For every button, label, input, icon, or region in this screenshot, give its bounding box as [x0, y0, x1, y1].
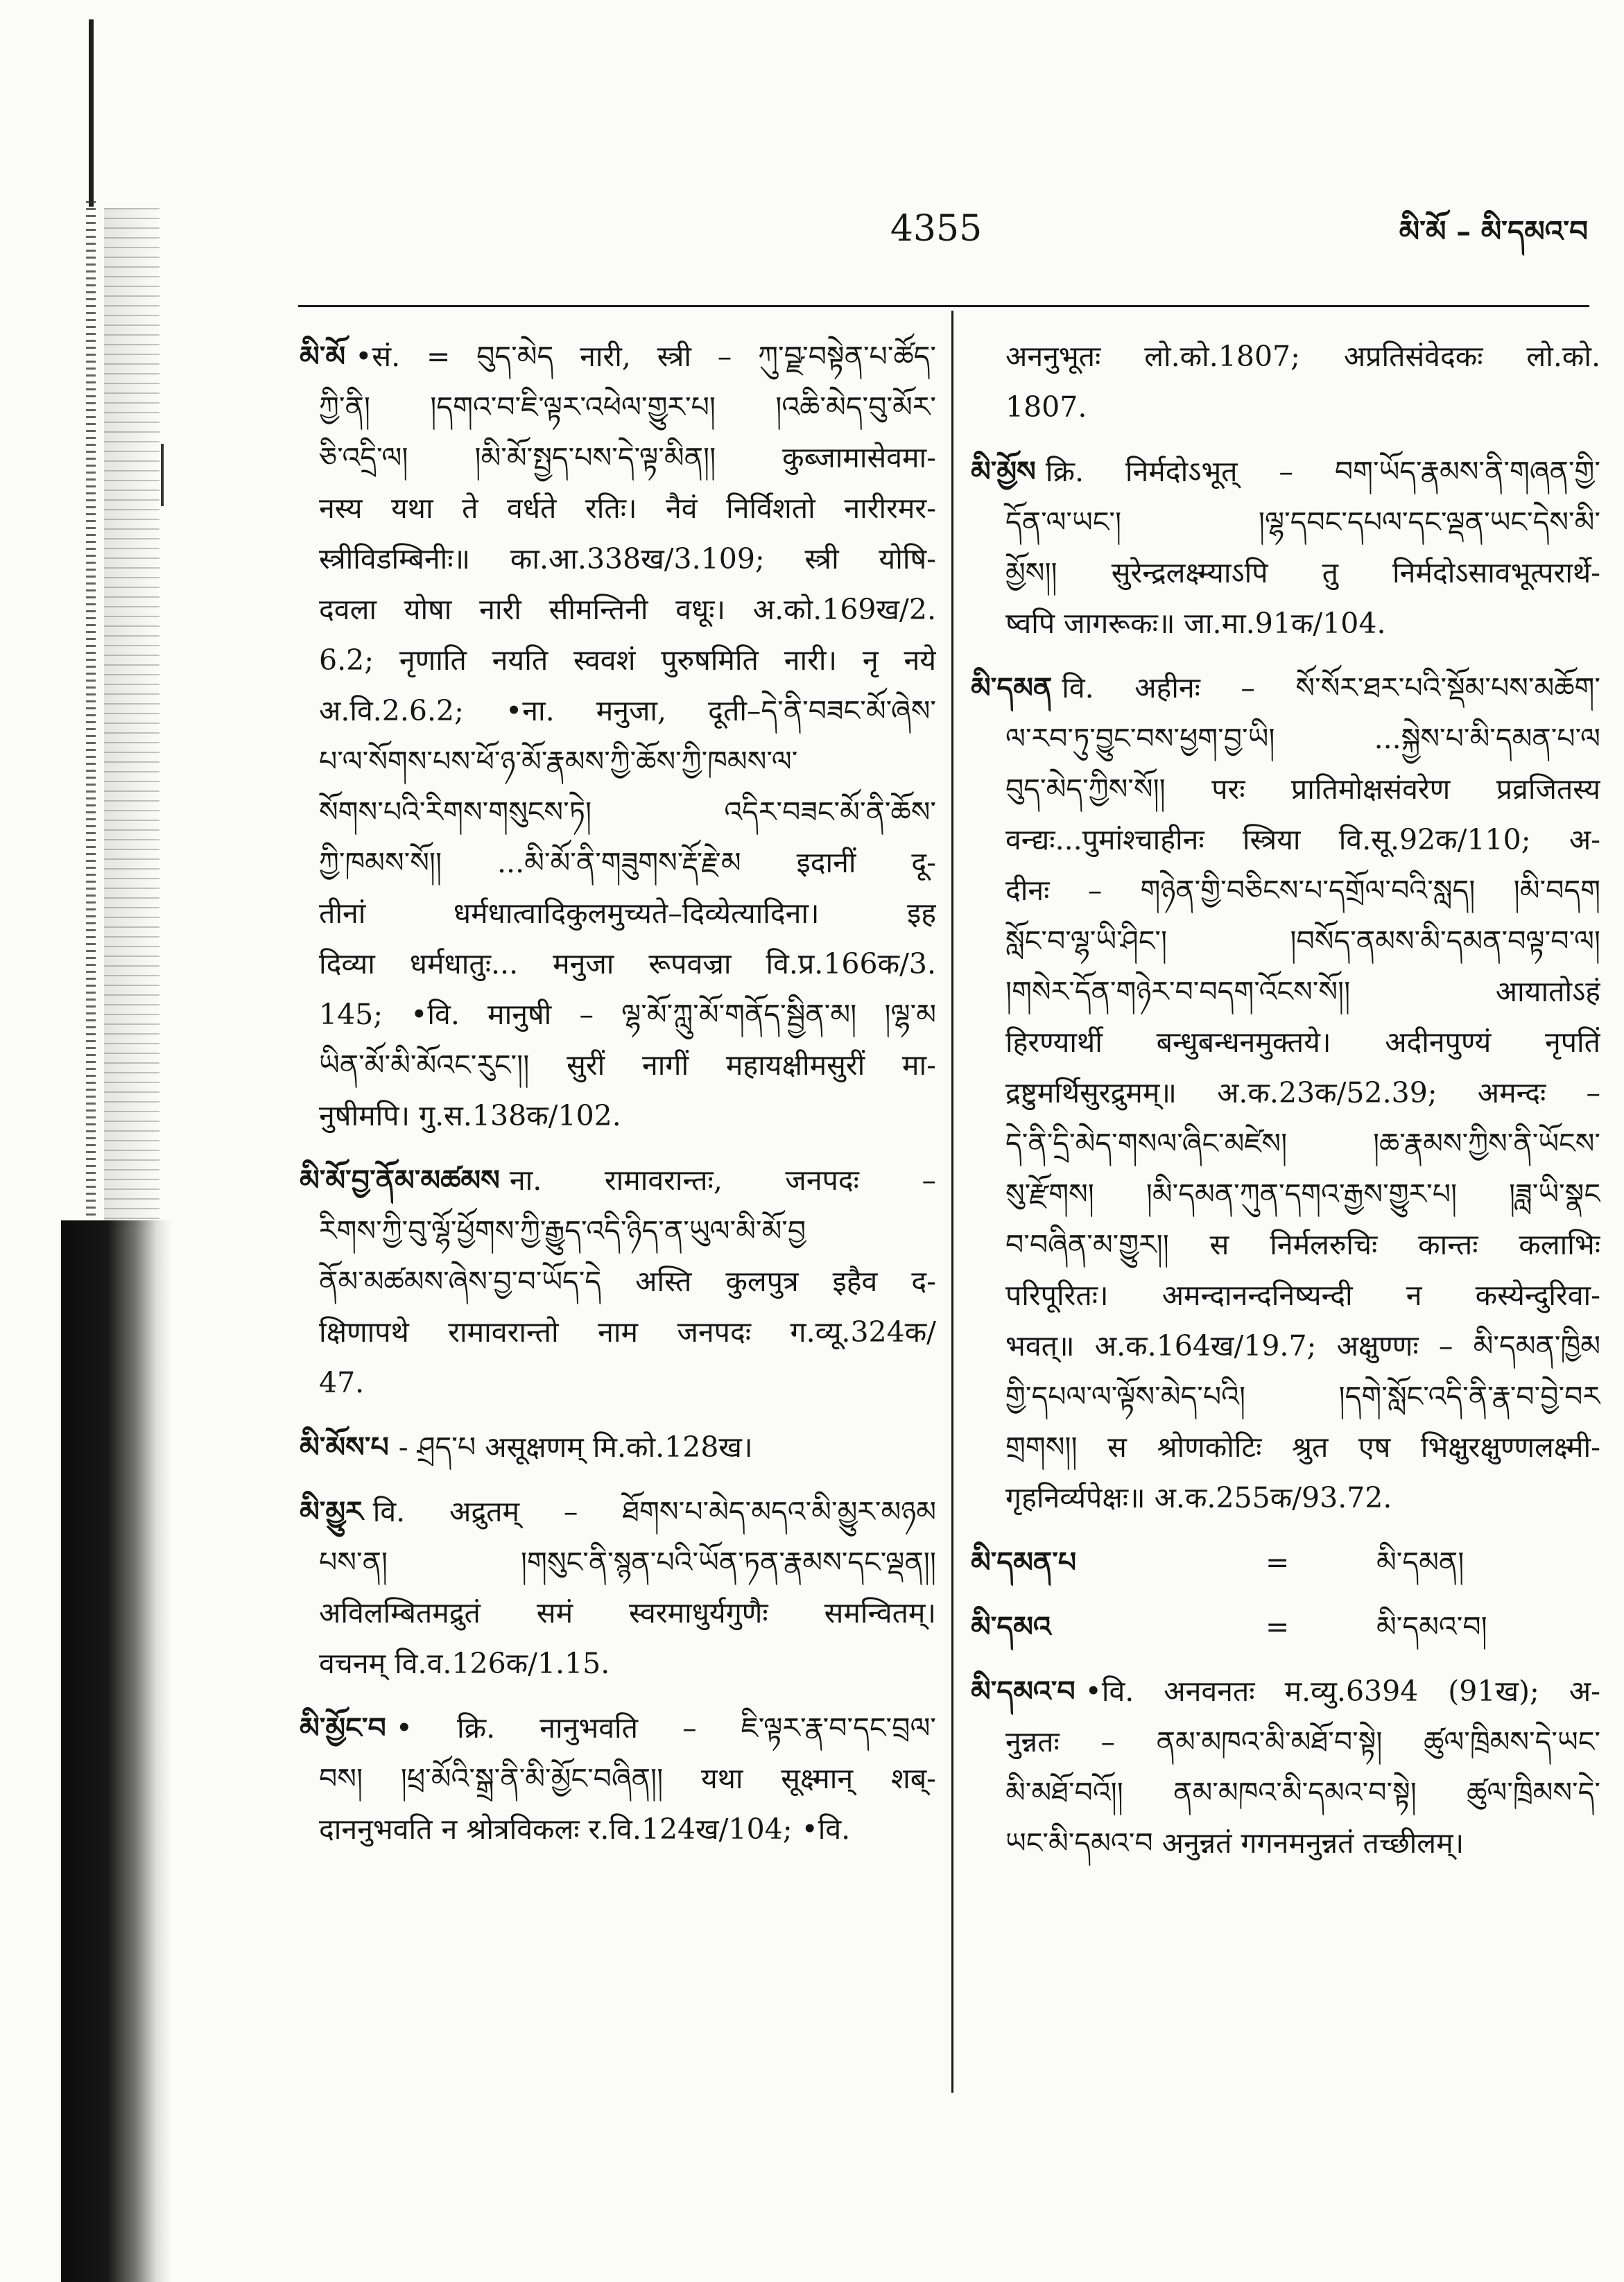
- scan-edge-line: [89, 19, 94, 207]
- entry-line: [300, 939, 936, 989]
- entry-line: [971, 1666, 1600, 1717]
- entry-line-text: • क्रि. नानुभवति – ཇི་ལྟར་རྣ་བ་དང་བྲལ་: [395, 1711, 936, 1745]
- entry-line-text: वन्द्यः...पुमांश्चाहीनः स्त्रिया वि.सू.92क/110; अ-: [1005, 823, 1600, 856]
- entry-line-text: द्रष्टुमर्थिसुरद्रुमम्॥ अ.क.23क/52.39; अमन्दः –: [1005, 1076, 1600, 1109]
- entry-line: [971, 1220, 1600, 1270]
- entry-line: [971, 548, 1600, 598]
- entry-line: [300, 433, 936, 483]
- entry-line: [971, 1321, 1600, 1372]
- entry-line: [300, 1754, 936, 1804]
- scan-mark: [161, 444, 164, 506]
- entry-line-text: स्त्रीविडम्बिनीः॥ का.आ.338ख/3.109; स्त्री योषि-: [319, 542, 936, 576]
- entry-line-text: སུ་རྫོགས། །མི་དམན་ཀུན་དགའ་རྒྱས་གྱུར་པ། །ཟླ་ཡི་སྣང: [1005, 1177, 1600, 1211]
- entry-line-text: हिरण्यार्थी बन्धुबन्धनमुक्तये। अदीनपुण्यं नृपतिं: [1005, 1026, 1600, 1059]
- entry-line-text: 1807.: [1005, 390, 1087, 424]
- entry-line: [971, 1473, 1600, 1523]
- entry-line: [300, 1206, 936, 1256]
- entry-line-text: པ་ལ་སོགས་པས་ཕོ་ཉ་མོ་རྣམས་ཀྱི་ཆོས་ཀྱི་ཁམས་ལ་: [319, 745, 798, 778]
- scan-edge-dark-band: [61, 1220, 172, 2282]
- entry-line-text: རིགས་ཀྱི་བུ་ལྷོ་ཕྱོགས་ཀྱི་རྒྱུད་འདི་ཉིད་ན་ཡུལ་མི་མོ་བྱ: [319, 1214, 806, 1247]
- entry-line: [300, 483, 936, 534]
- entry-line-text: ཡིན་མོ་མི་མོའང་རུང་།། सुरीं नागीं महायक्षीमसुरीं मा-: [319, 1048, 936, 1082]
- entry-line: [971, 1270, 1600, 1321]
- entry-line-text: ཡང་མི་དམའ་བ अनुन्नतं गगनमनुन्नतं तच्छीलम्।: [1005, 1826, 1465, 1860]
- entry-line: [300, 1358, 936, 1408]
- entry-line-text: 145; •वि. मानुषी – ལྷ་མོ་ཀླུ་མོ་གནོད་སྦྱིན་མ། །ལྷ་མ: [319, 998, 936, 1031]
- entry-line-text: दीनः – གཉེན་གྱི་བཅིངས་པ་དགྲོལ་བའི་སླད། །མི་བདག: [1005, 874, 1600, 907]
- equals-sign: =: [1265, 1546, 1290, 1579]
- entry-line: [971, 1017, 1600, 1068]
- entry-line-text: ष्वपि जागरूकः॥ जा.मा.91क/104.: [1005, 607, 1386, 640]
- entry-line-text: 47.: [319, 1366, 365, 1399]
- entry-line: [971, 1717, 1600, 1767]
- entry-line: [300, 1487, 936, 1537]
- entry-line: [971, 967, 1600, 1017]
- entry-line-text: མྱོས།། सुरेन्द्रलक्ष्म्याऽपि तु निर्मदोऽसावभूत्परार्थे-: [1005, 556, 1600, 589]
- entry-line-text: वि. अद्रुतम् – ཐོགས་པ་མེད་མདའ་མི་མྱུར་མཉམ: [372, 1495, 936, 1528]
- entry-line-text: ཀྱི་ཁམས་སོ།། ...མི་མོ་ནི་གཟུགས་རྡོ་རྗེ་མ इदानीं दू-: [319, 846, 936, 879]
- entry-line-text: ना. रामावरान्तः, जनपदः –: [509, 1164, 936, 1197]
- entry-line: [971, 764, 1600, 815]
- entry-line-text: परिपूरितः। अमन्दानन्दनिष्यन्दी न कस्येन्दुरिवा-: [1005, 1279, 1600, 1312]
- entry-line: [300, 1703, 936, 1754]
- entry-line: [971, 1118, 1600, 1169]
- entry-line-text: གྲགས།། स श्रोणकोटिः श्रुत एष भिक्षुरक्षुण्णलक्ष्मी-: [1005, 1430, 1600, 1464]
- entry-line-text: །གསེར་དོན་གཉེར་བ་བདག་འོངས་སོ།། आयातोऽहं: [1005, 975, 1600, 1008]
- entry-line-text: གྱི་དཔལ་ལ་ལྟོས་མེད་པའི། །དགེ་སློང་འདི་ནི་རྣ་བ་བྱེ་བར: [1005, 1380, 1600, 1413]
- entry-line-text: नस्य यथा ते वर्धते रतिः। नैवं निर्विशतो नारीरमर-: [319, 492, 936, 525]
- headword: མི་མོ: [300, 340, 346, 373]
- entry-line-text: དེ་ནི་དྲི་མེད་གསལ་ཞིང་མཛེས། །ཆ་རྣམས་ཀྱིས་ནི་ཡོངས་: [1005, 1127, 1600, 1160]
- entry-line-text: गृहनिर्व्यपेक्षः॥ अ.क.255क/93.72.: [1005, 1481, 1392, 1514]
- headword: མི་དམའ་བ: [971, 1675, 1076, 1708]
- headword: མི་མྱོང་བ: [300, 1711, 386, 1745]
- entry-line: [300, 1422, 936, 1473]
- entry-line-text: པས་ན། །གསུང་ནི་སྙན་པའི་ཡོན་ཏན་རྣམས་དང་ལྡན།།: [319, 1546, 936, 1579]
- entry-line: [300, 1804, 936, 1855]
- page-number: 4355: [890, 208, 983, 250]
- entry-line-text: दिव्या धर्मधातुः... मनुजा रूपवज्रा वि.प्र.166क/3.: [319, 947, 936, 980]
- entry-line-text: दाननुभवति न श्रोत्रविकलः र.वि.124ख/104; •वि.: [319, 1813, 851, 1846]
- entry-line: [300, 585, 936, 635]
- left-column: [300, 331, 936, 1855]
- dictionary-entry: [300, 1422, 936, 1473]
- running-head: མི་མོ – མི་དམའ་བ: [1399, 214, 1588, 248]
- entry-line-text: क्षिणापथे रामावरान्तो नाम जनपदः ग.व्यू.324क/: [319, 1315, 936, 1349]
- entry-line: [971, 865, 1600, 916]
- column-divider: [951, 311, 953, 2093]
- dictionary-entry: [971, 447, 1600, 649]
- dictionary-entry: [300, 331, 936, 1141]
- entry-line-text: བས། །ཕྲ་མོའི་སྒྲ་ནི་མི་མྱོང་བཞིན།། यथा सूक्ष्मान् शब्-: [319, 1762, 936, 1795]
- entry-line-text: ནོམ་མཚམས་ཞེས་བྱ་བ་ཡོད་དེ अस्ति कुलपुत्र इहैव द-: [319, 1265, 936, 1298]
- entry-line-text: སློང་བ་ལྷ་ཡི་ཤིང་། །བསོད་ནམས་མི་དམན་བལྟ་བ་ལ།: [1005, 924, 1600, 958]
- entry-line-text: བ་བཞིན་མ་གྱུར།། स निर्मलरुचिः कान्तः कलाभिः: [1005, 1228, 1600, 1261]
- entry-line-text: •सं. = བུད་མེད नारी, स्त्री – ཀུ་བྫ་བསྟེན་པ་ཚོད་: [355, 340, 936, 373]
- entry-line: [300, 787, 936, 838]
- entry-line: [300, 1155, 936, 1206]
- xref-headword: མི་དམན་པ: [971, 1546, 1077, 1579]
- entry-line: [300, 1091, 936, 1141]
- entry-line-text: अविलम्बितमद्रुतं समं स्वरमाधुर्यगुणैः समन्वितम्।: [319, 1596, 936, 1630]
- entry-line: [300, 331, 936, 382]
- entry-line: [300, 736, 936, 787]
- entry-line: [300, 1639, 936, 1689]
- xref-target: མི་དམའ་བ།: [1376, 1610, 1487, 1643]
- entry-line-text: དོན་ལ་ཡང་། །ལྷ་དབང་དཔལ་དང་ལྡན་ཡང་དེས་མི་: [1005, 505, 1600, 539]
- entry-line: [300, 838, 936, 888]
- entry-line: [971, 1422, 1600, 1473]
- entry-line: [300, 1537, 936, 1588]
- headword: མི་མྱོས: [971, 455, 1036, 488]
- entry-line-text: अननुभूतः लो.को.1807; अप्रतिसंवेदकः लो.को.: [1005, 340, 1600, 373]
- entry-line-text: •वि. अनवनतः म.व्यु.6394 (91ख); अ-: [1085, 1675, 1600, 1708]
- entry-line-text: ཀྱི་ནི། །དགའ་བ་ཇི་ལྟར་འཕེལ་གྱུར་པ། །འཆི་མེད་བུ་མོར་: [319, 390, 936, 424]
- entry-line: [300, 1307, 936, 1358]
- entry-line-text: ཅི་འདྲི་ལ། །མི་མོ་སྤྱད་པས་དེ་ལྟ་མིན།། कुब्जामासेवमा-: [319, 441, 936, 474]
- entry-line-text: अ.वि.2.6.2; •ना. मनुजा, दूती–དེ་ནི་བཟང་མོ་ཞེས་: [319, 694, 936, 727]
- entry-line: [971, 598, 1600, 649]
- entry-line-text: སོགས་པའི་རིགས་གསུངས་ཏེ། འདིར་བཟང་མོ་ནི་ཆོས་: [319, 795, 936, 829]
- cross-reference-entry: [971, 1602, 1600, 1652]
- entry-line-text: བུད་མེད་ཀྱིས་སོ།། परः प्रातिमोक्षसंवरेण प्रव्रजितस्य: [1005, 772, 1600, 806]
- equals-sign: =: [1265, 1610, 1290, 1643]
- entry-line-text: वचनम् वि.व.126क/1.15.: [319, 1647, 610, 1680]
- dictionary-entry: [300, 1155, 936, 1408]
- entry-line: [300, 888, 936, 939]
- entry-line: [971, 1068, 1600, 1118]
- entry-line: [971, 1767, 1600, 1818]
- headword: མི་དམན: [971, 671, 1053, 705]
- entry-line: [300, 534, 936, 585]
- entry-line: [300, 989, 936, 1040]
- entry-line-text: མི་མཐོ་བའོ།། ནམ་མཁའ་མི་དམའ་བ་སྟེ། ཚུལ་ཁྲིམས་དེ་: [1005, 1776, 1600, 1809]
- entry-line-text: नुषीमपि। गु.स.138क/102.: [319, 1099, 621, 1132]
- scan-edge-shadow: [104, 208, 159, 1227]
- entry-line-text: तीनां धर्मधात्वादिकुलमुच्यते–दिव्येत्यादिना। इह: [319, 897, 936, 930]
- entry-line-text: भवत्॥ अ.क.164ख/19.7; अक्षुण्णः – མི་དམན་ཁྱིམ: [1005, 1329, 1600, 1363]
- entry-line: [300, 635, 936, 686]
- entry-line: [300, 1588, 936, 1639]
- entry-line-text: वि. अहीनः – སོ་སོར་ཐར་པའི་སྡོམ་པས་མཆོག་: [1062, 671, 1600, 705]
- entry-line-text: क्रि. निर्मदोऽभूत् – བག་ཡོད་རྣམས་ནི་གཞན་གྱི་: [1045, 455, 1600, 488]
- entry-line-text: - ཤྲད་པ असूक्षणम् मि.को.128ख।: [398, 1430, 753, 1464]
- headword: མི་མྱུར: [300, 1495, 363, 1528]
- dictionary-entry: [971, 663, 1600, 1523]
- entry-line-text: नुन्नतः – ནམ་མཁའ་མི་མཐོ་བ་སྟེ། ཚུལ་ཁྲིམས་དེ་ཡང་: [1005, 1725, 1600, 1758]
- entry-line: [300, 382, 936, 433]
- entry-line: [971, 1169, 1600, 1220]
- entry-line: [300, 1256, 936, 1307]
- right-column: [971, 331, 1600, 1869]
- entry-line: [300, 1040, 936, 1091]
- dictionary-entry: [300, 1487, 936, 1689]
- entry-line: [300, 686, 936, 736]
- entry-line: [971, 1372, 1600, 1422]
- headword: མི་མོས་པ: [300, 1430, 389, 1464]
- cross-reference-entry: [971, 1537, 1600, 1588]
- entry-line-text: 6.2; नृणाति नयति स्ववशं पुरुषमिति नारी। नृ नये: [319, 643, 936, 677]
- dictionary-entry: [971, 331, 1600, 433]
- entry-line: [971, 497, 1600, 548]
- entry-line-text: दवला योषा नारी सीमन्तिनी वधूः। अ.को.169ख/2.: [319, 593, 936, 626]
- entry-line: [971, 916, 1600, 967]
- xref-target: མི་དམན།: [1376, 1546, 1465, 1579]
- dictionary-entry: [300, 1703, 936, 1855]
- entry-line: [971, 663, 1600, 714]
- headword: མི་མོ་བྱ་ནོམ་མཚམས: [300, 1164, 500, 1197]
- entry-line: [971, 331, 1600, 382]
- dictionary-entry: [971, 1666, 1600, 1869]
- entry-line: [971, 382, 1600, 433]
- entry-line: [971, 1818, 1600, 1869]
- scan-edge-speckle: [86, 201, 96, 1227]
- entry-line: [971, 815, 1600, 865]
- xref-headword: མི་དམའ: [971, 1610, 1051, 1643]
- entry-line: [971, 447, 1600, 497]
- entry-line-text: ལ་རབ་ཏུ་བྱུང་བས་ཕྱག་བྱ་ཡི། ...སྐྱེས་པ་མི་དམན་པ་ལ: [1005, 722, 1600, 755]
- entry-line: [971, 714, 1600, 764]
- header-rule: [298, 305, 1589, 307]
